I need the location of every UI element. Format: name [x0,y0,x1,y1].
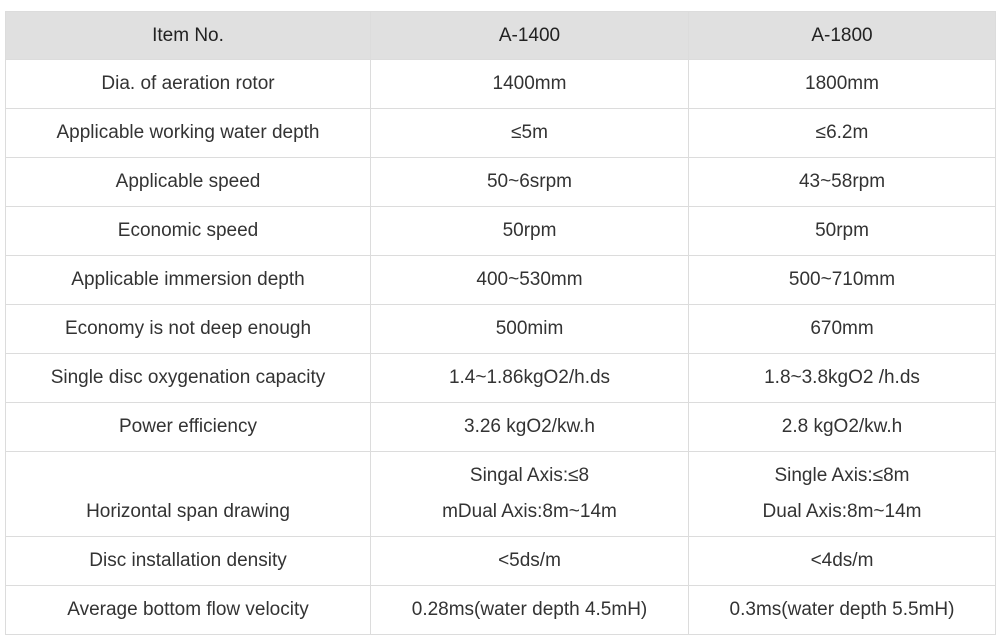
value-a: <5ds/m [371,537,689,586]
table-row [6,256,996,305]
value-b: 0.3ms(water depth 5.5mH) [689,586,996,635]
spec-table [5,11,996,635]
value-a: 0.28ms(water depth 4.5mH) [371,586,689,635]
value-a: 3.26 kgO2/kw.h [371,403,689,452]
row-label [6,452,371,537]
row-label: Applicable working water depth [6,109,371,158]
label-spacer [10,458,366,494]
value-b: 43~58rpm [689,158,996,207]
value-b: 1.8~3.8kgO2 /h.ds [689,354,996,403]
value-a: ≤5m [371,109,689,158]
table-row [6,452,996,537]
value-b: 670mm [689,305,996,354]
value-a: 500mim [371,305,689,354]
row-label: Economy is not deep enough [6,305,371,354]
header-model-a: A-1400 [371,12,689,60]
row-label: Single disc oxygenation capacity [6,354,371,403]
label-text: Horizontal span drawing [86,501,290,522]
value-a-line-2: mDual Axis:8m~14m [442,501,617,522]
value-b: 50rpm [689,207,996,256]
table-row [6,586,996,635]
value-b: <4ds/m [689,537,996,586]
row-label: Dia. of aeration rotor [6,60,371,109]
header-item-no: Item No. [6,12,371,60]
value-b: 1800mm [689,60,996,109]
value-a: 1.4~1.86kgO2/h.ds [371,354,689,403]
row-label: Applicable speed [6,158,371,207]
value-b: ≤6.2m [689,109,996,158]
row-label: Applicable immersion depth [6,256,371,305]
table-row [6,537,996,586]
value-b: 500~710mm [689,256,996,305]
header-model-b: A-1800 [689,12,996,60]
row-label: Power efficiency [6,403,371,452]
table-row [6,207,996,256]
table-row [6,354,996,403]
table-row [6,109,996,158]
row-label: Disc installation density [6,537,371,586]
value-a [371,452,689,537]
value-a: 400~530mm [371,256,689,305]
value-a: 50~6srpm [371,158,689,207]
value-b-line-2: Dual Axis:8m~14m [762,501,922,522]
value-a: 50rpm [371,207,689,256]
table-row [6,305,996,354]
value-b [689,452,996,537]
value-b: 2.8 kgO2/kw.h [689,403,996,452]
value-a: 1400mm [371,60,689,109]
table-row [6,60,996,109]
row-label: Economic speed [6,207,371,256]
row-label: Average bottom flow velocity [6,586,371,635]
table-row [6,158,996,207]
table-header-row [6,12,996,60]
value-b-line-1: Single Axis:≤8m [774,465,910,486]
value-a-line-1: Singal Axis:≤8 [469,465,590,486]
table-row [6,403,996,452]
